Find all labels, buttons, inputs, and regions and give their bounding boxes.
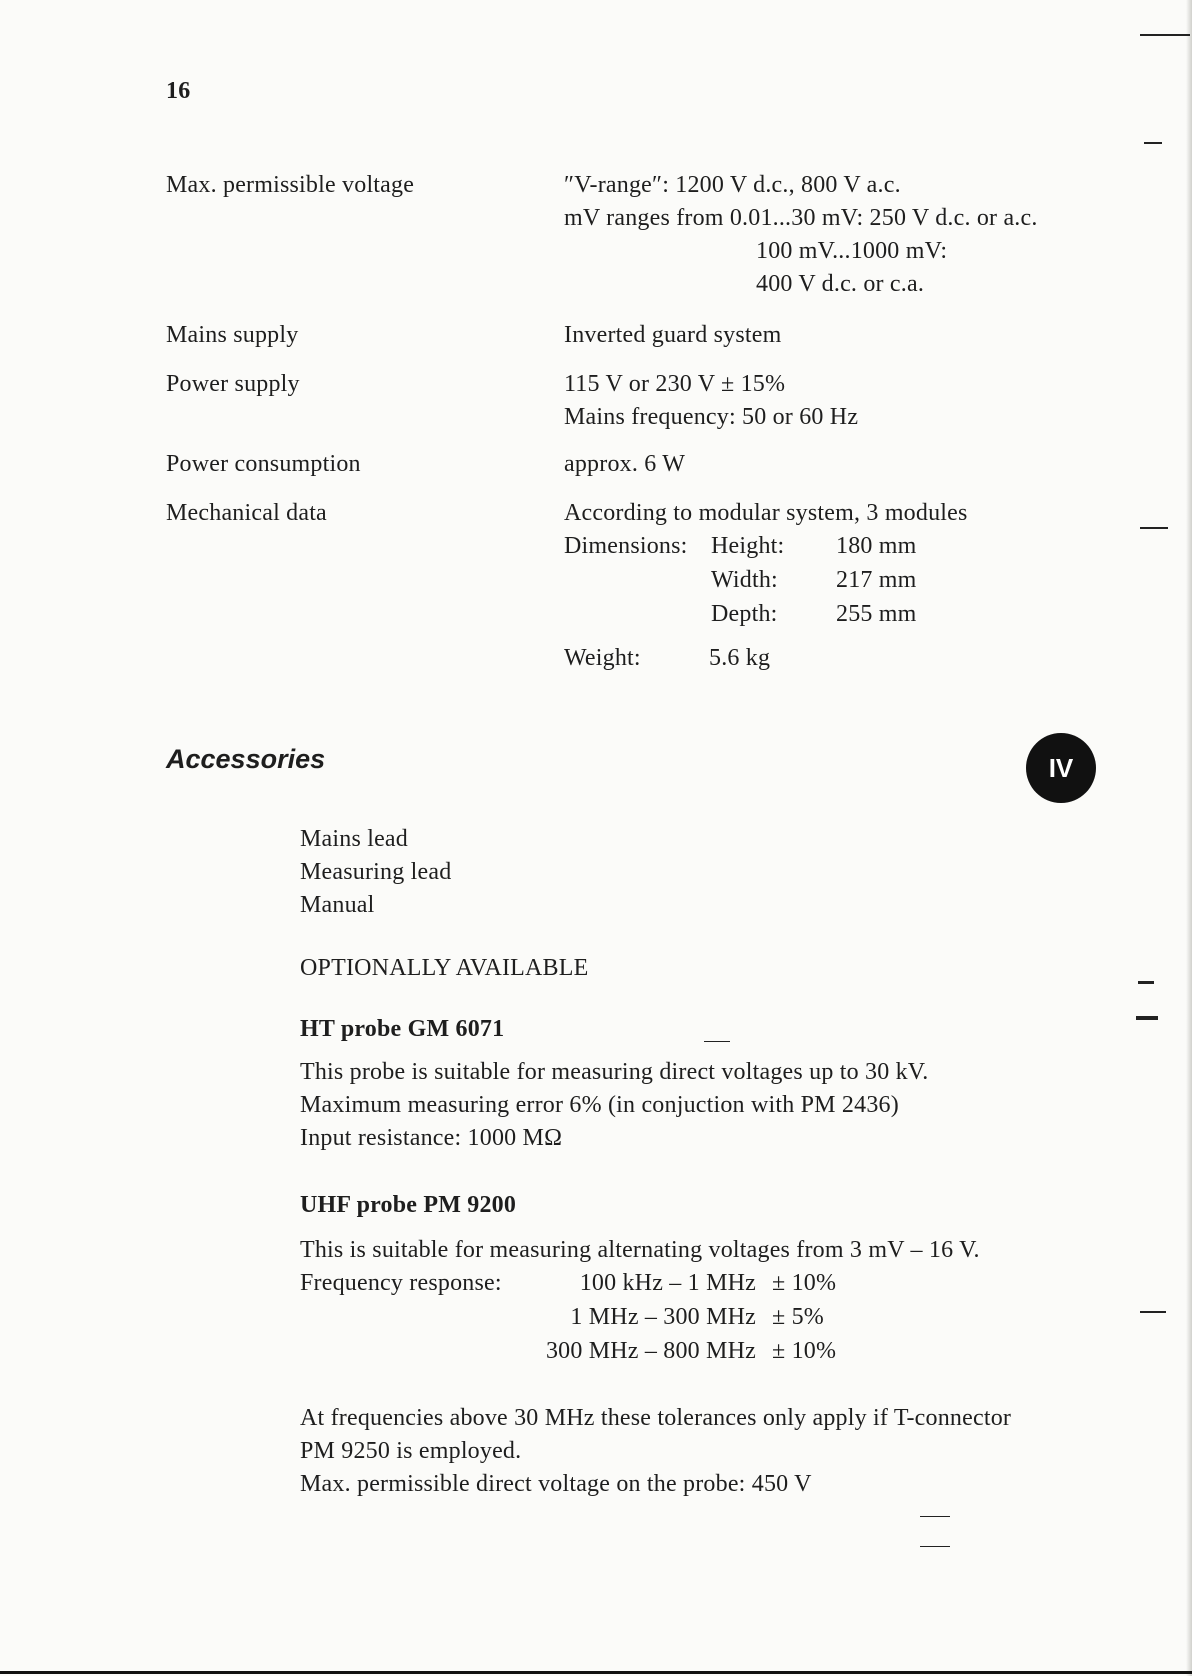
weight-value: 5.6 kg — [709, 645, 771, 671]
accessory-item: Measuring lead — [300, 859, 452, 885]
dimension-name: Width: — [711, 567, 778, 593]
accessories-heading: Accessories — [166, 744, 326, 774]
spec-value-line: mV ranges from 0.01...30 mV: 250 V d.c. or a.c. — [564, 205, 1038, 231]
weight-label: Weight: — [564, 645, 641, 671]
optional-heading: OPTIONALLY AVAILABLE — [300, 955, 589, 981]
uhf-probe-intro: This is suitable for measuring alternating voltages from 3 mV – 16 V. — [300, 1237, 980, 1263]
spec-label-power-supply: Power supply — [166, 371, 300, 397]
ht-probe-line: Input resistance: 1000 MΩ — [300, 1125, 563, 1151]
frequency-range: 100 kHz – 1 MHz — [579, 1270, 756, 1296]
margin-mark — [1136, 1016, 1158, 1020]
uhf-probe-title: UHF probe PM 9200 — [300, 1192, 517, 1218]
frequency-tolerance: ± 10% — [772, 1338, 837, 1364]
margin-mark — [704, 1041, 730, 1042]
spec-value-line: According to modular system, 3 modules — [564, 500, 968, 526]
frequency-tolerance: ± 10% — [772, 1270, 837, 1296]
spec-value-line: approx. 6 W — [564, 451, 686, 477]
accessory-item: Manual — [300, 892, 375, 918]
accessory-item: Mains lead — [300, 826, 408, 852]
uhf-note-line: Max. permissible direct voltage on the probe: 450 V — [300, 1471, 812, 1497]
margin-mark — [1144, 142, 1162, 144]
spec-value-line: Mains frequency: 50 or 60 Hz — [564, 404, 859, 430]
margin-mark — [920, 1516, 950, 1517]
dimension-value: 255 mm — [836, 601, 917, 627]
page-bottom-border — [0, 1671, 1192, 1674]
dimension-value: 180 mm — [836, 533, 917, 559]
frequency-range: 1 MHz – 300 MHz — [570, 1304, 756, 1330]
page-number: 16 — [166, 78, 191, 104]
spec-value-line: 115 V or 230 V ± 15% — [564, 371, 786, 397]
dimensions-label: Dimensions: — [564, 533, 688, 559]
spec-label-power-consumption: Power consumption — [166, 451, 361, 477]
dimension-value: 217 mm — [836, 567, 917, 593]
spec-label-mechanical-data: Mechanical data — [166, 500, 327, 526]
dimension-name: Depth: — [711, 601, 778, 627]
ht-probe-title: HT probe GM 6071 — [300, 1016, 505, 1042]
frequency-range: 300 MHz – 800 MHz — [545, 1338, 756, 1364]
spec-label-max-voltage: Max. permissible voltage — [166, 172, 415, 198]
frequency-response-label: Frequency response: — [300, 1270, 502, 1296]
frequency-tolerance: ± 5% — [772, 1304, 824, 1330]
uhf-note-line: PM 9250 is employed. — [300, 1438, 522, 1464]
margin-mark — [1140, 1311, 1166, 1313]
page-edge-shadow — [1186, 0, 1192, 1676]
dimension-name: Height: — [711, 533, 785, 559]
uhf-note-line: At frequencies above 30 MHz these tolerances only apply if T-connector — [300, 1405, 1012, 1431]
section-badge: IV — [1026, 733, 1096, 803]
margin-mark — [1140, 527, 1168, 529]
ht-probe-line: This probe is suitable for measuring direct voltages up to 30 kV. — [300, 1059, 929, 1085]
margin-mark — [1140, 34, 1190, 36]
spec-value-line: 400 V d.c. or c.a. — [756, 271, 925, 297]
margin-mark — [1138, 981, 1154, 984]
margin-mark — [920, 1546, 950, 1547]
spec-value-line: Inverted guard system — [564, 322, 782, 348]
spec-value-line: ″V-range″: 1200 V d.c., 800 V a.c. — [564, 172, 901, 198]
spec-value-line: 100 mV...1000 mV: — [756, 238, 948, 264]
spec-label-mains-supply: Mains supply — [166, 322, 299, 348]
ht-probe-line: Maximum measuring error 6% (in conjuction with PM 2436) — [300, 1092, 899, 1118]
